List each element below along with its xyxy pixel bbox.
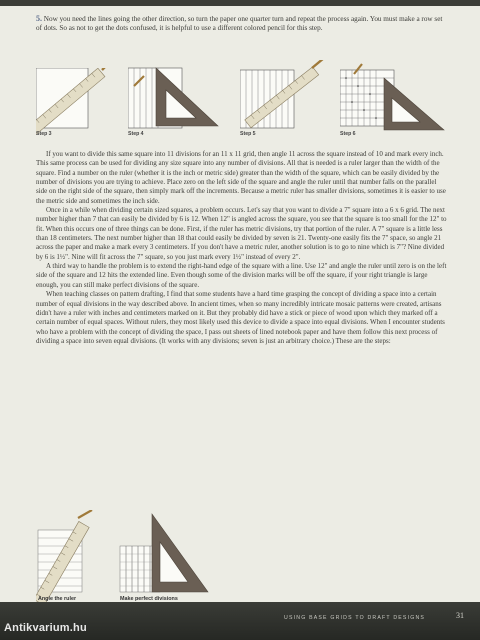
step-five-paragraph [36, 14, 448, 34]
page-number: 31 [456, 611, 464, 620]
top-edge [0, 0, 480, 6]
figure-label-step-4: Step 4 [128, 131, 144, 137]
figure-label-step-5: Step 5 [240, 131, 256, 137]
body-paragraph: A third way to handle the problem is to extend the right-hand edge of the square with a line. Use 12" and angle the ruler until zero is on the left side of the square and 12 hits the extended line. Even though some of the division marks will be off the square, if your right triangle is large enough, you can still make perfect divisions of the square. [36, 262, 447, 289]
figure-angle-ruler [36, 510, 108, 602]
body-text [36, 150, 448, 346]
bottom-edge [0, 602, 480, 640]
caption-perfect-divisions: Make perfect divisions [120, 596, 178, 602]
running-head: USING BASE GRIDS TO DRAFT DESIGNS [284, 615, 426, 621]
figure-perfect-divisions [118, 512, 210, 596]
body-paragraph: Once in a while when dividing certain sized squares, a problem occurs. Let's say that you want to divide a 7" square into a 6 x 6 grid. The next number higher than 7 that can easily be divided by 6 is 12. When 12" is angled across the square, you see that the square is too small for the 12" to fit. When this occurs one of three things can be done. First, if the ruler has metric divisions, try that portion of the ruler. A 7" square is a little less than 18 centimeters. The next number higher than 18 that could easily be divided by seven is 21. Twenty-one easily fits the 7" space, so angle 21 across the paper and make a mark every 3 centimeters. If you don't have a metric ruler, another solution is to go to nine which is 7"? Nine divided by 6 is 1½". Nine will fit across the 7" square, so you just mark every 1½" instead of every 2". [36, 206, 447, 261]
figure-label-step-6: Step 6 [340, 131, 356, 137]
figure-step-5 [240, 60, 330, 136]
body-paragraph: If you want to divide this same square into 11 divisions for an 11 x 11 grid, then angle 11 across the square instead of 10 and mark every inch. This same process can be used for dividing any size square into any number of divisions. All that is needed is a ruler larger than the width of the square. Find a number on the ruler (whether it is the inch or metric side) greater than the width of the square, which can be easily divided by the number of divisions you are trying to achieve. Place zero on the left side of the square and angle the ruler until that number falls on the parallel side on the right side of the square, then simply mark off the increments. Because a metric ruler has smaller divisions, sometimes it is easier to use the metric side and sometimes the inch side. [36, 150, 446, 205]
caption-angle-ruler: Angle the ruler [38, 596, 77, 602]
figure-step-3 [36, 68, 126, 136]
figure-label-step-3: Step 3 [36, 131, 52, 137]
figure-step-6 [340, 60, 450, 136]
step-number: 5. [36, 14, 42, 23]
figure-step-4 [128, 66, 228, 136]
step-text: Now you need the lines going the other direction, so turn the paper one quarter turn and repeat the process again. You must make a row set of dots. So as not to get the dots confused, it is helpful to use a different colored pencil for this step. [36, 15, 443, 33]
body-paragraph: When teaching classes on pattern drafting, I find that some students have a hard time grasping the concept of dividing a space into a certain number of equal divisions in the way described above. In ancient times, when so many incredibly intricate mosaic patterns were created, artisans didn't have a ruler with inches and centimeters marked on it. But they probably did have a stick or piece of wood upon which they marked off a certain number of equal spaces. Without rulers, they most likely used this device to divide a space into equal divisions. When I encounter students who have a problem with the concept of dividing the space, I pass out sheets of lined notebook paper and have them follow this next process of dividing a space into seven equal divisions. (It works with any divisions; seven is just an arbitrary choice.) These are the steps: [36, 290, 445, 345]
watermark: Antikvarium.hu [4, 622, 87, 634]
